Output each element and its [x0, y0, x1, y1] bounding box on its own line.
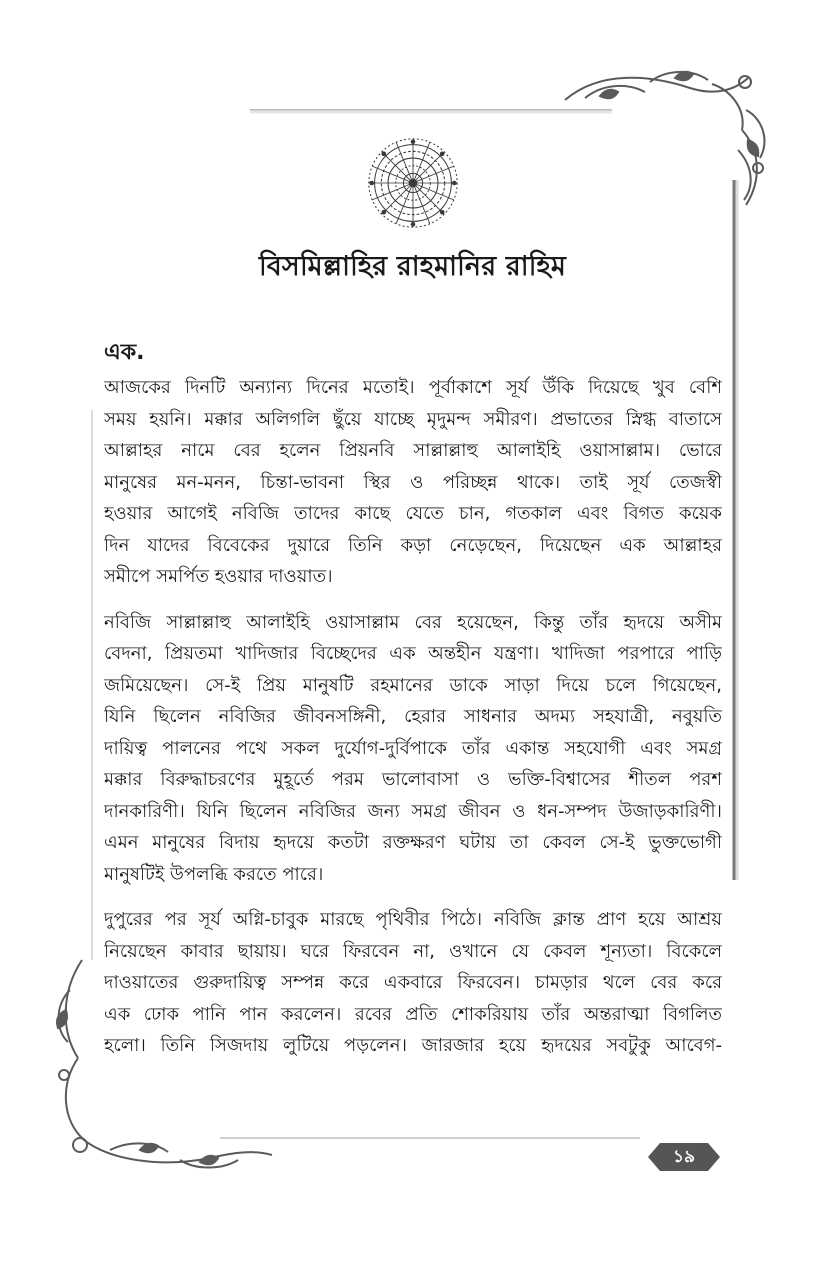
page-number: ১৯	[672, 1147, 696, 1167]
text-line: যিনি ছিলেন নবিজির জীবনসঙ্গিনী, হেরার সাধনার অদম্য সহযাত্রী, নবুয়তি	[104, 706, 722, 727]
text-line: নিয়েছেন কাবার ছায়ায়। ঘরে ফিরবেন না, ওখানে যে কেবল শূন্যতা। বিকেলে	[104, 940, 722, 962]
text-line: দাওয়াতের গুরুদায়িত্ব সম্পন্ন করে একবারে ফিরবেন। চামড়ার থলে বের করে	[104, 972, 722, 993]
text-line: এমন মানুষের বিদায় হৃদয়ে কতটা রক্তক্ষরণ ঘটায় তা কেবল সে-ই ভুক্তভোগী	[104, 832, 722, 853]
text-line: হওয়ার আগেই নবিজি তাদের কাছে যেতে চান, গতকাল এবং বিগত কয়েক	[104, 503, 722, 524]
text-line: হলো। তিনি সিজদায় লুটিয়ে পড়লেন। জারজার হয়ে হৃদয়ের সবটুকু আবেগ-	[104, 1035, 722, 1056]
chapter-heading: এক.	[104, 340, 145, 365]
text-line: দানকারিণী। যিনি ছিলেন নবিজির জন্য সমগ্র জীবন ও ধন-সম্পদ উজাড়কারিণী।	[104, 800, 722, 822]
paragraph-3	[104, 904, 722, 1062]
text-line: সময় হয়নি। মক্কার অলিগলি ছুঁয়ে যাচ্ছে মৃদুমন্দ সমীরণ। প্রভাতের স্নিগ্ধ বাতাসে	[104, 408, 722, 430]
paragraph-2	[104, 607, 722, 891]
text-line: মানুষটিই উপলব্ধি করতে পারে।	[104, 863, 324, 885]
text-line: দুপুরের পর সূর্য অগ্নি-চাবুক মারছে পৃথিবীর পিঠে। নবিজি ক্লান্ত প্রাণ হয়ে আশ্রয়	[104, 909, 722, 930]
text-line: নবিজি সাল্লাল্লাহু আলাইহি ওয়াসাল্লাম বের হয়েছেন, কিন্তু তাঁর হৃদয়ে অসীম	[104, 611, 722, 633]
body-text	[104, 372, 722, 1076]
text-line: বেদনা, প্রিয়তমা খাদিজার বিচ্ছেদের এক অন্তহীন যন্ত্রণা। খাদিজা পরপারে পাড়ি	[104, 643, 722, 664]
text-line: দায়িত্ব পালনের পথে সকল দুর্যোগ-দুর্বিপাকে তাঁর একান্ত সহযোগী এবং সমগ্র	[104, 737, 722, 759]
mandala-ornament	[365, 135, 461, 231]
text-line: দিন যাদের বিবেকের দুয়ারে তিনি কড়া নেড়েছেন, দিয়েছেন এক আল্লাহর	[104, 534, 722, 556]
text-line: মানুষের মন-মনন, চিন্তা-ভাবনা স্থির ও পরিচ্ছন্ন থাকে। তাই সূর্য তেজস্বী	[104, 471, 722, 493]
text-line: এক ঢোক পানি পান করলেন। রবের প্রতি শোকরিয়ায় তাঁর অন্তরাত্মা বিগলিত	[104, 1003, 722, 1025]
paragraph-1	[104, 372, 722, 593]
text-line: আল্লাহর নামে বের হলেন প্রিয়নবি সাল্লাল্লাহু আলাইহি ওয়াসাল্লাম। ভোরে	[104, 440, 722, 461]
text-line: আজকের দিনটি অন্যান্য দিনের মতোই। পূর্বাকাশে সূর্য উঁকি দিয়েছে খুব বেশি	[104, 377, 722, 398]
text-line: মক্কার বিরুদ্ধাচরণের মুহূর্তে পরম ভালোবাসা ও ভক্তি-বিশ্বাসের শীতল পরশ	[104, 769, 722, 790]
page-title: বিসমিল্লাহির রাহমানির রাহিম	[258, 251, 567, 282]
text-line: সমীপে সমর্পিত হওয়ার দাওয়াত।	[104, 566, 333, 587]
text-line: জমিয়েছেন। সে-ই প্রিয় মানুষটি রহমানের ডাকে সাড়া দিয়ে চলে গিয়েছেন,	[104, 674, 722, 696]
